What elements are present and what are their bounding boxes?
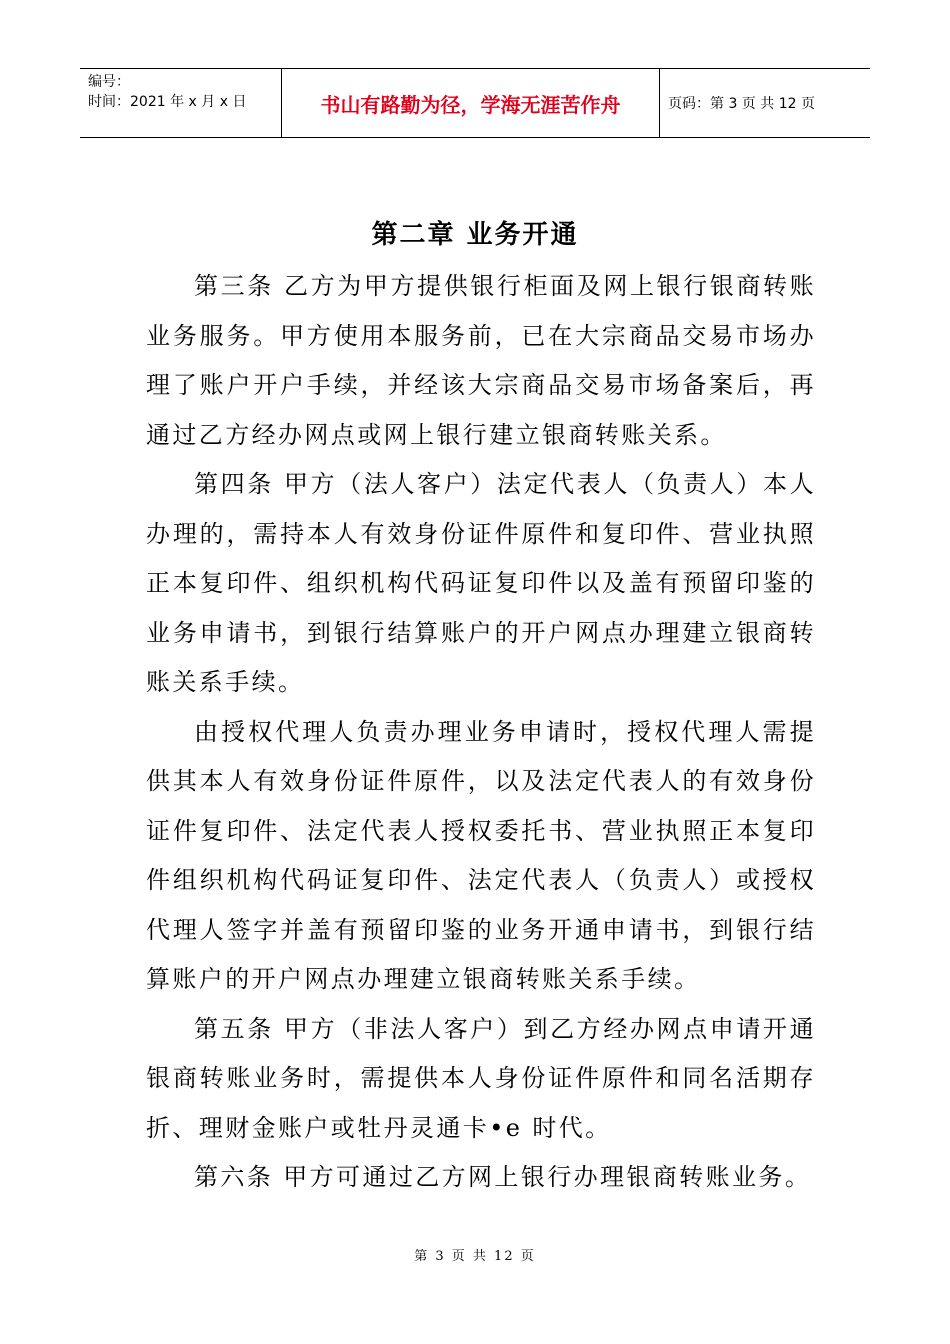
paragraph-article-3: 第三条 乙方为甲方提供银行柜面及网上银行银商转账业务服务。甲方使用本服务前，已在大宗商品交易市场办理了账户开户手续，并经该大宗商品交易市场备案后，再通过乙方经办网点或网上银行建立银商转账关系。 [146, 272, 816, 449]
document-date-label: 时间：2021 年 x 月 x 日 [88, 94, 247, 110]
paragraph-authorized-agent: 由授权代理人负责办理业务申请时，授权代理人需提供其本人有效身份证件原件，以及法定代表人的有效身份证件复印件、法定代表人授权委托书、营业执照正本复印件组织机构代码证复印件、法定代表人（负责人）或授权代理人签字并盖有预留印鉴的业务开通申请书，到银行结算账户的开户网点办理建立银商转账关系手续。 [146, 717, 816, 993]
header-motto: 书山有路勤为径，学海无涯苦作舟 [282, 69, 660, 137]
paragraph-article-6: 第六条 甲方可通过乙方网上银行办理银商转账业务。 [194, 1163, 812, 1191]
header-page-info: 页码：第 3 页 共 12 页 [668, 96, 815, 112]
document-body [146, 262, 816, 1203]
chapter-title: 第二章 业务开通 [371, 220, 579, 250]
document-number-label: 编号： [88, 74, 130, 90]
paragraph-article-5: 第五条 甲方（非法人客户）到乙方经办网点申请开通银商转账业务时，需提供本人身份证件原件和同名活期存折、理财金账户或牡丹灵通卡•e 时代。 [146, 1014, 816, 1142]
paragraph-article-4: 第四条 甲方（法人客户）法定代表人（负责人）本人办理的，需持本人有效身份证件原件和复印件、营业执照正本复印件、组织机构代码证复印件以及盖有预留印鉴的业务申请书，到银行结算账户的开户网点办理建立银商转账关系手续。 [146, 470, 816, 696]
page-footer: 第 3 页 共 12 页 [414, 1249, 536, 1264]
header-meta [80, 69, 282, 137]
page-header [80, 68, 870, 138]
